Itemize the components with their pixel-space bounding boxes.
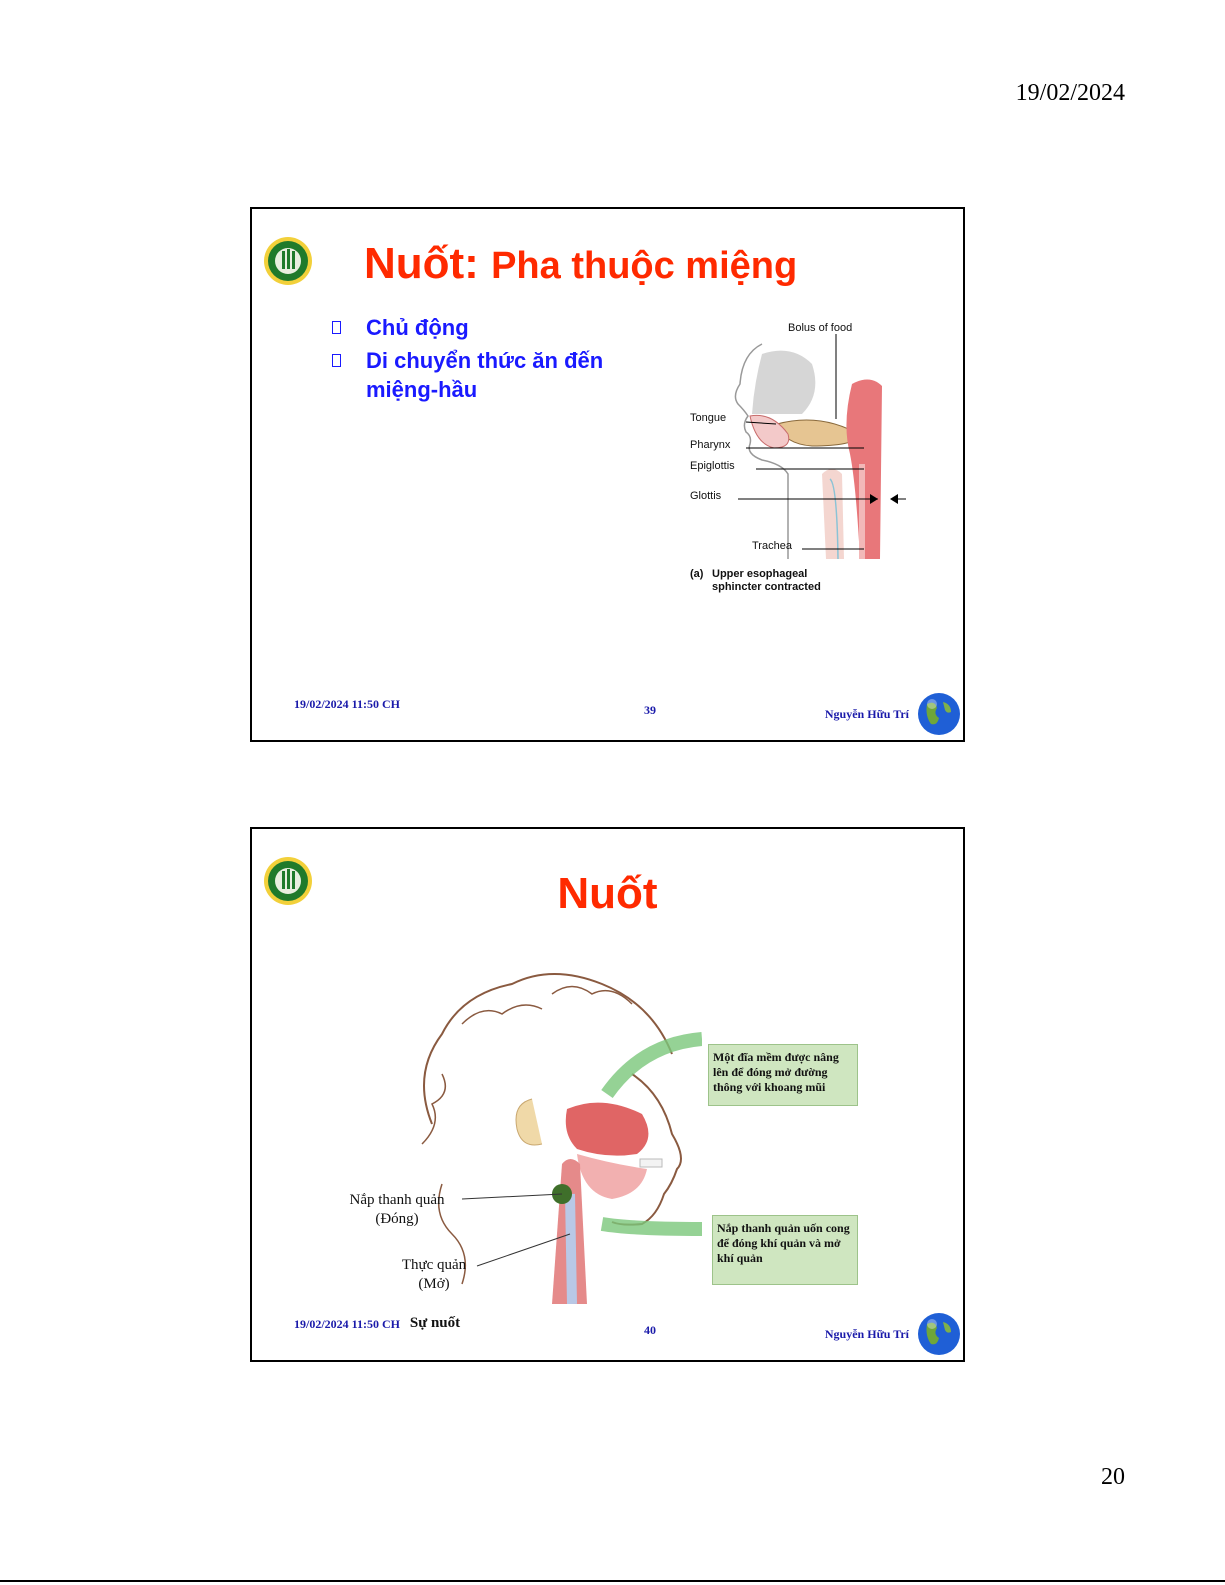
figure-caption-line1: Upper esophageal: [712, 568, 808, 580]
page-number: 20: [1101, 1464, 1125, 1490]
bullet-square-icon: [332, 321, 341, 334]
label-trachea: Trachea: [752, 540, 792, 552]
slide-footer-author: Nguyễn Hữu Trí: [824, 1327, 909, 1341]
label-glottis: Glottis: [690, 490, 722, 502]
bullet-item: [330, 313, 650, 342]
university-logo: [263, 236, 313, 286]
bullet-list: [330, 313, 650, 408]
bullet-item: [330, 346, 650, 404]
bullet-square-icon: [332, 354, 341, 367]
figure-caption-line2: sphincter contracted: [712, 581, 821, 593]
swallowing-illustration: [402, 954, 702, 1304]
slide-footer-date: 19/02/2024 11:50 CH: [294, 697, 401, 711]
note-box-epiglottis: Nắp thanh quản uốn cong để đóng khí quản và mở khí quản: [712, 1215, 858, 1285]
globe-icon: [917, 1312, 961, 1356]
label-esophagus-line1: Thực quản: [401, 1257, 467, 1273]
label-epiglottis: Epiglottis: [690, 460, 735, 472]
slide-title: [364, 239, 963, 289]
label-esophagus: [374, 1256, 494, 1294]
bullet-text: Chủ động: [366, 315, 469, 340]
note-box-soft-palate: Một đĩa mềm được nâng lên để đóng mở đường thông với khoang mũi: [708, 1044, 858, 1106]
label-epiglottis-line1: Nắp thanh quản: [349, 1192, 445, 1208]
page-date: 19/02/2024: [1015, 80, 1125, 106]
figure-caption: [712, 568, 821, 594]
slide-title-main: Nuốt:: [364, 239, 479, 288]
slide-title-sub: Pha thuộc miệng: [491, 245, 798, 287]
slide-footer-number: 39: [644, 703, 656, 717]
figure-caption-letter: (a): [690, 568, 704, 580]
globe-icon: [917, 692, 961, 736]
slide-footer-author: Nguyễn Hữu Trí: [824, 707, 909, 721]
label-tongue: Tongue: [690, 412, 727, 424]
label-epiglottis: [322, 1191, 472, 1229]
slide-39: [250, 207, 965, 742]
bullet-text: Di chuyển thức ăn đến miệng-hầu: [366, 348, 604, 402]
slide-footer-date: 19/02/2024 11:50 CH: [294, 1317, 401, 1331]
label-bolus: Bolus of food: [788, 322, 853, 334]
slide-40: [250, 827, 965, 1362]
figure-caption-swallow: Sự nuốt: [409, 1315, 461, 1331]
bottom-rule: [0, 1580, 1225, 1582]
slide-title: Nuốt: [557, 869, 658, 918]
slide-footer-number: 40: [644, 1323, 656, 1337]
label-epiglottis-line2: (Đóng): [375, 1211, 419, 1227]
label-pharynx: Pharynx: [690, 439, 731, 451]
label-esophagus-line2: (Mở): [418, 1276, 450, 1292]
